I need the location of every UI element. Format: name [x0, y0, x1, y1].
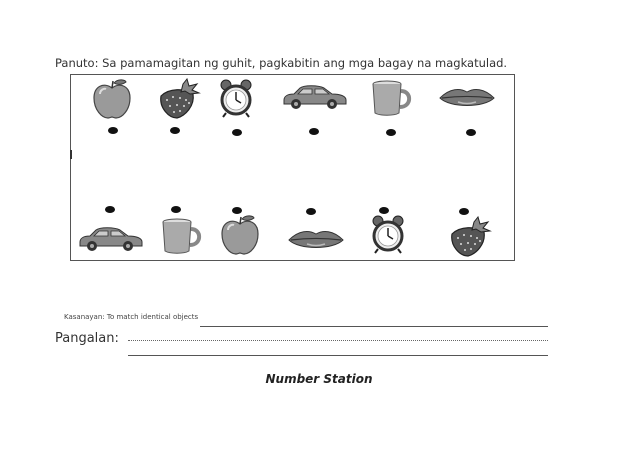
bottom-dot-5[interactable] [379, 207, 389, 214]
top-item-lips [438, 86, 496, 110]
top-item-apple [90, 78, 134, 120]
apple-icon [90, 78, 134, 120]
top-dot-3[interactable] [232, 129, 242, 136]
bottom-item-strawberry [446, 216, 492, 258]
strawberry-icon [446, 216, 492, 258]
car-icon [282, 84, 348, 110]
lips-icon [287, 228, 345, 252]
top-item-car [282, 84, 348, 110]
car-icon [78, 226, 144, 252]
top-dot-5[interactable] [386, 129, 396, 136]
bottom-item-mug [160, 217, 204, 255]
bottom-item-lips [287, 228, 345, 252]
apple-icon [218, 214, 262, 256]
frame-side-mark [70, 150, 72, 159]
instruction-text: Panuto: Sa pamamagitan ng guhit, pagkabitin ang mga bagay na magkatulad. [55, 56, 508, 70]
top-item-clock [218, 79, 254, 119]
bottom-item-clock [370, 215, 406, 255]
bottom-dot-6[interactable] [459, 208, 469, 215]
mug-icon [370, 79, 414, 117]
top-item-strawberry [155, 78, 201, 120]
name-underline [128, 355, 548, 356]
top-dot-2[interactable] [170, 127, 180, 134]
top-item-mug [370, 79, 414, 117]
station-title: Number Station [265, 372, 373, 386]
alarm-clock-icon [370, 215, 406, 255]
name-label: Pangalan: [55, 331, 119, 346]
bottom-dot-4[interactable] [306, 208, 316, 215]
skill-text: Kasanayan: To match identical objects [64, 313, 199, 321]
top-dot-4[interactable] [309, 128, 319, 135]
strawberry-icon [155, 78, 201, 120]
bottom-item-apple [218, 214, 262, 256]
bottom-dot-3[interactable] [232, 207, 242, 214]
top-dot-1[interactable] [108, 127, 118, 134]
skill-line [200, 326, 548, 327]
bottom-item-car [78, 226, 144, 252]
mug-icon [160, 217, 204, 255]
bottom-dot-2[interactable] [171, 206, 181, 213]
top-dot-6[interactable] [466, 129, 476, 136]
lips-icon [438, 86, 496, 110]
name-line[interactable] [128, 340, 548, 341]
bottom-dot-1[interactable] [105, 206, 115, 213]
alarm-clock-icon [218, 79, 254, 119]
